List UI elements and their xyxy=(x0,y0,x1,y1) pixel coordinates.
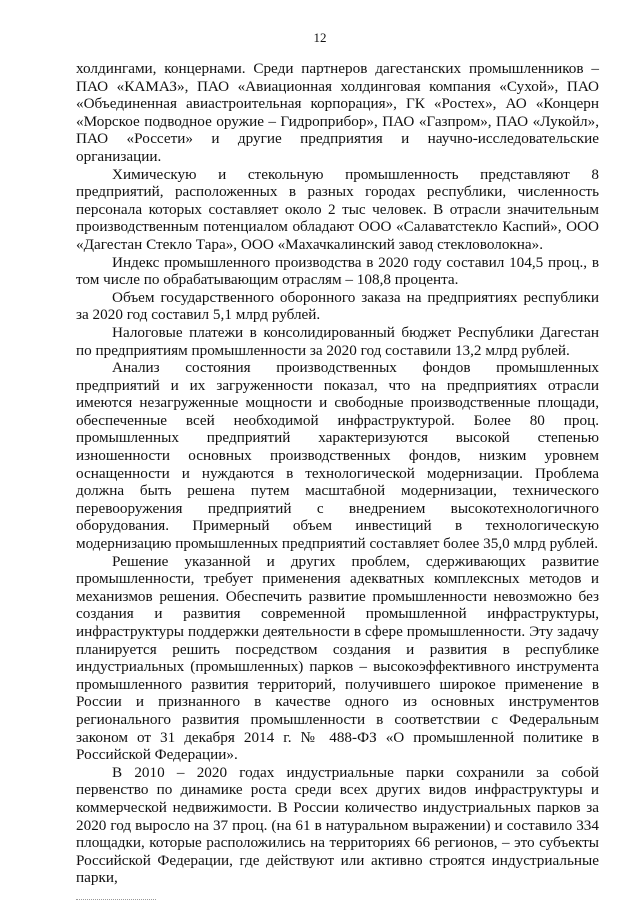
scan-edge-mark xyxy=(76,899,156,901)
paragraph-production-index: Индекс промышленного производства в 2020 году составил 104,5 проц., в том числе по обрабатывающим отраслям – 108,8 процента. xyxy=(76,253,599,289)
paragraph-defense-order: Объем государственного оборонного заказа на предприятиях республики за 2020 год составил 5,1 млрд рублей. xyxy=(76,288,599,324)
paragraph-chemical-glass-industry: Химическую и стекольную промышленность представляют 8 предприятий, расположенных в разных городах республики, численность персонала которых составляет около 2 тыс человек. В отрасли значительным производственным потенциалом обладают ООО «Салаватстекло Каспий», ООО «Дагестан Стекло Тара», ООО «Махачкалинский завод стекловолокна». xyxy=(76,165,599,253)
paragraph-tax-payments: Налоговые платежи в консолидированный бюджет Республики Дагестан по предприятиям промышленности за 2020 год составили 13,2 млрд рублей. xyxy=(76,323,599,359)
paragraph-industrial-parks-solution: Решение указанной и других проблем, сдерживающих развитие промышленности, требует применения адекватных комплексных методов и механизмов решения. Обеспечить развитие промышленности невозможно без создания и развития современной промышленной инфраструктуры, инфраструктуры поддержки деятельности в сфере промышленности. Эту задачу планируется решить посредством создания и развития в республике индустриальных (промышленных) парков – высокоэффективного инструмента промышленного развития территорий, получившего широкое применение в России и признанного в качестве одного из основных инструментов регионального развития промышленности в соответствии с Федеральным законом от 31 декабря 2014 г. № 488-ФЗ «О промышленной политике в Российской Федерации». xyxy=(76,552,599,764)
paragraph-partners: холдингами, концернами. Среди партнеров дагестанских промышленников – ПАО «КАМАЗ», ПАО «Авиационная холдинговая компания «Сухой», ПАО «Объединенная авиастроительная корпорация», ГК «Ростех», АО «Концерн «Морское подводное оружие – Гидроприбор», ПАО «Газпром», ПАО «Лукойл», ПАО «Россети» и другие предприятия и научно-исследовательские организации. xyxy=(76,60,599,165)
page-number: 12 xyxy=(313,30,327,45)
document-body xyxy=(76,60,599,887)
paragraph-production-funds-analysis: Анализ состояния производственных фондов промышленных предприятий и их загруженности показал, что на предприятиях отрасли имеются незагруженные мощности и свободные производственные площади, обеспеченные всей необходимой инфраструктурой. Более 80 проц. промышленных предприятий характеризуются высокой степенью изношенности основных производственных фондов, низким уровнем оснащенности и нуждаются в технологической модернизации. Проблема должна быть решена путем масштабной модернизации, технического перевооружения предприятий с внедрением высокотехнологичного оборудования. Примерный объем инвестиций в технологическую модернизацию промышленных предприятий составляет более 35,0 млрд рублей. xyxy=(76,359,599,553)
paragraph-industrial-parks-growth: В 2010 – 2020 годах индустриальные парки сохранили за собой первенство по динамике роста среди всех других видов инфраструктуры и коммерческой недвижимости. В России количество индустриальных парков за 2020 год выросло на 37 проц. (на 61 в натуральном выражении) и составило 334 площадки, которые расположились на территориях 66 регионов, – это субъекты Российской Федерации, где действуют или активно строятся индустриальные парки, xyxy=(76,763,599,887)
